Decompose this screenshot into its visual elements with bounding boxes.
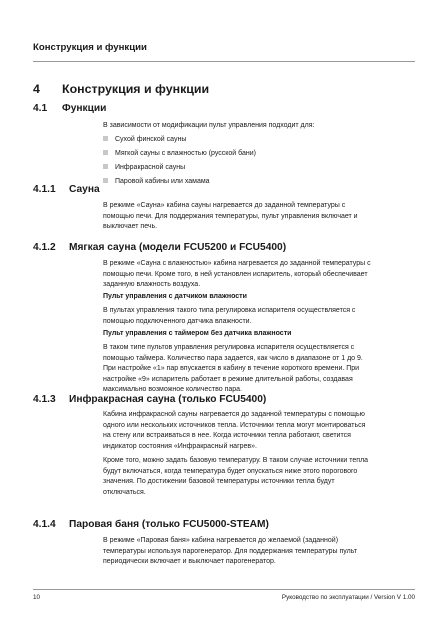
list-item: Мягкой сауны с влажностью (русской бани)	[103, 149, 256, 159]
section-4-1-1-number: 4.1.1	[33, 184, 56, 195]
footer-text: Руководство по эксплуатации / Version V 1.00	[281, 594, 415, 601]
section-4-1-4-title: Паровая баня (только FCU5000-STEAM)	[69, 519, 269, 530]
list-item: Сухой финской сауны	[103, 135, 186, 145]
square-bullet-icon	[103, 178, 108, 183]
running-header: Конструкция и функции	[33, 42, 147, 53]
square-bullet-icon	[103, 136, 108, 141]
section-4-1-4-paragraph: В режиме «Паровая баня» кабина нагревается до желаемой (заданной) температуры используя парогенератор. Для поддержания температуры пульт периодически включает и выключает парогенератор.	[103, 537, 358, 566]
list-item: Паровой кабины или хамама	[103, 177, 210, 187]
section-4-1-intro: В зависимости от модификации пульт управления подходит для:	[103, 122, 315, 129]
humidity-sensor-paragraph: В пультах управления такого типа регулировка испарителя осуществляется с помощью подключенного датчика влажности.	[103, 307, 356, 325]
footer-rule	[33, 589, 415, 590]
page-number: 10	[33, 594, 41, 601]
chapter-title: Конструкция и функции	[62, 82, 210, 96]
square-bullet-icon	[103, 150, 108, 155]
timer-paragraph: В таком типе пультов управления регулировка испарителя осуществляется с помощью таймера. Количество пара задается, как число в диапазоне от 1 до 9. При настройке «1» пар впускается в кабину в течение короткого времени. При настройке «9» испаритель работает в режиме длительной работы, создавая максимально возможное количество пара.	[103, 344, 363, 394]
section-4-1-3-paragraph-2: Кроме того, можно задать базовую температуру. В таком случае источники тепла будут включаться, когда температура будет опускаться ниже этого порогового значения. По достижении базовой температуры источники тепла будут отключаться.	[103, 457, 369, 496]
humidity-sensor-subheading: Пульт управления с датчиком влажности	[103, 293, 247, 300]
section-4-1-4-number: 4.1.4	[33, 519, 56, 530]
section-4-1-1-paragraph: В режиме «Сауна» кабина сауны нагревается до заданной температуры с помощью печи. Для поддержания температуры, пульт управления включает и выключает печь.	[103, 202, 358, 231]
square-bullet-icon	[103, 164, 108, 169]
section-4-1-2-number: 4.1.2	[33, 242, 56, 253]
section-4-1-3-title: Инфракрасная сауна (только FCU5400)	[69, 394, 267, 405]
chapter-number: 4	[33, 82, 40, 96]
timer-subheading: Пульт управления с таймером без датчика влажности	[103, 330, 292, 337]
section-4-1-2-paragraph: В режиме «Сауна с влажностью» кабина нагревается до заданной температуры с помощью печи. Кроме того, в ней установлен испаритель, который обеспечивает заданную влажность воздуха.	[103, 260, 371, 289]
section-4-1-3-paragraph: Кабина инфракрасной сауны нагревается до заданной температуры с помощью одного или нескольких источников тепла. Источники тепла могут монтироваться на стену или встраиваться в нее. Когда источники тепла работают, светится индикатор состояния «Инфракрасный нагрев».	[103, 411, 366, 450]
section-4-1-title: Функции	[62, 103, 107, 114]
section-4-1-1-title: Сауна	[69, 184, 100, 195]
section-4-1-2-title: Мягкая сауна (модели FCU5200 и FCU5400)	[69, 242, 287, 253]
header-rule	[33, 61, 415, 62]
section-4-1-number: 4.1	[33, 103, 48, 114]
list-item: Инфракрасной сауны	[103, 163, 185, 173]
section-4-1-3-number: 4.1.3	[33, 394, 56, 405]
